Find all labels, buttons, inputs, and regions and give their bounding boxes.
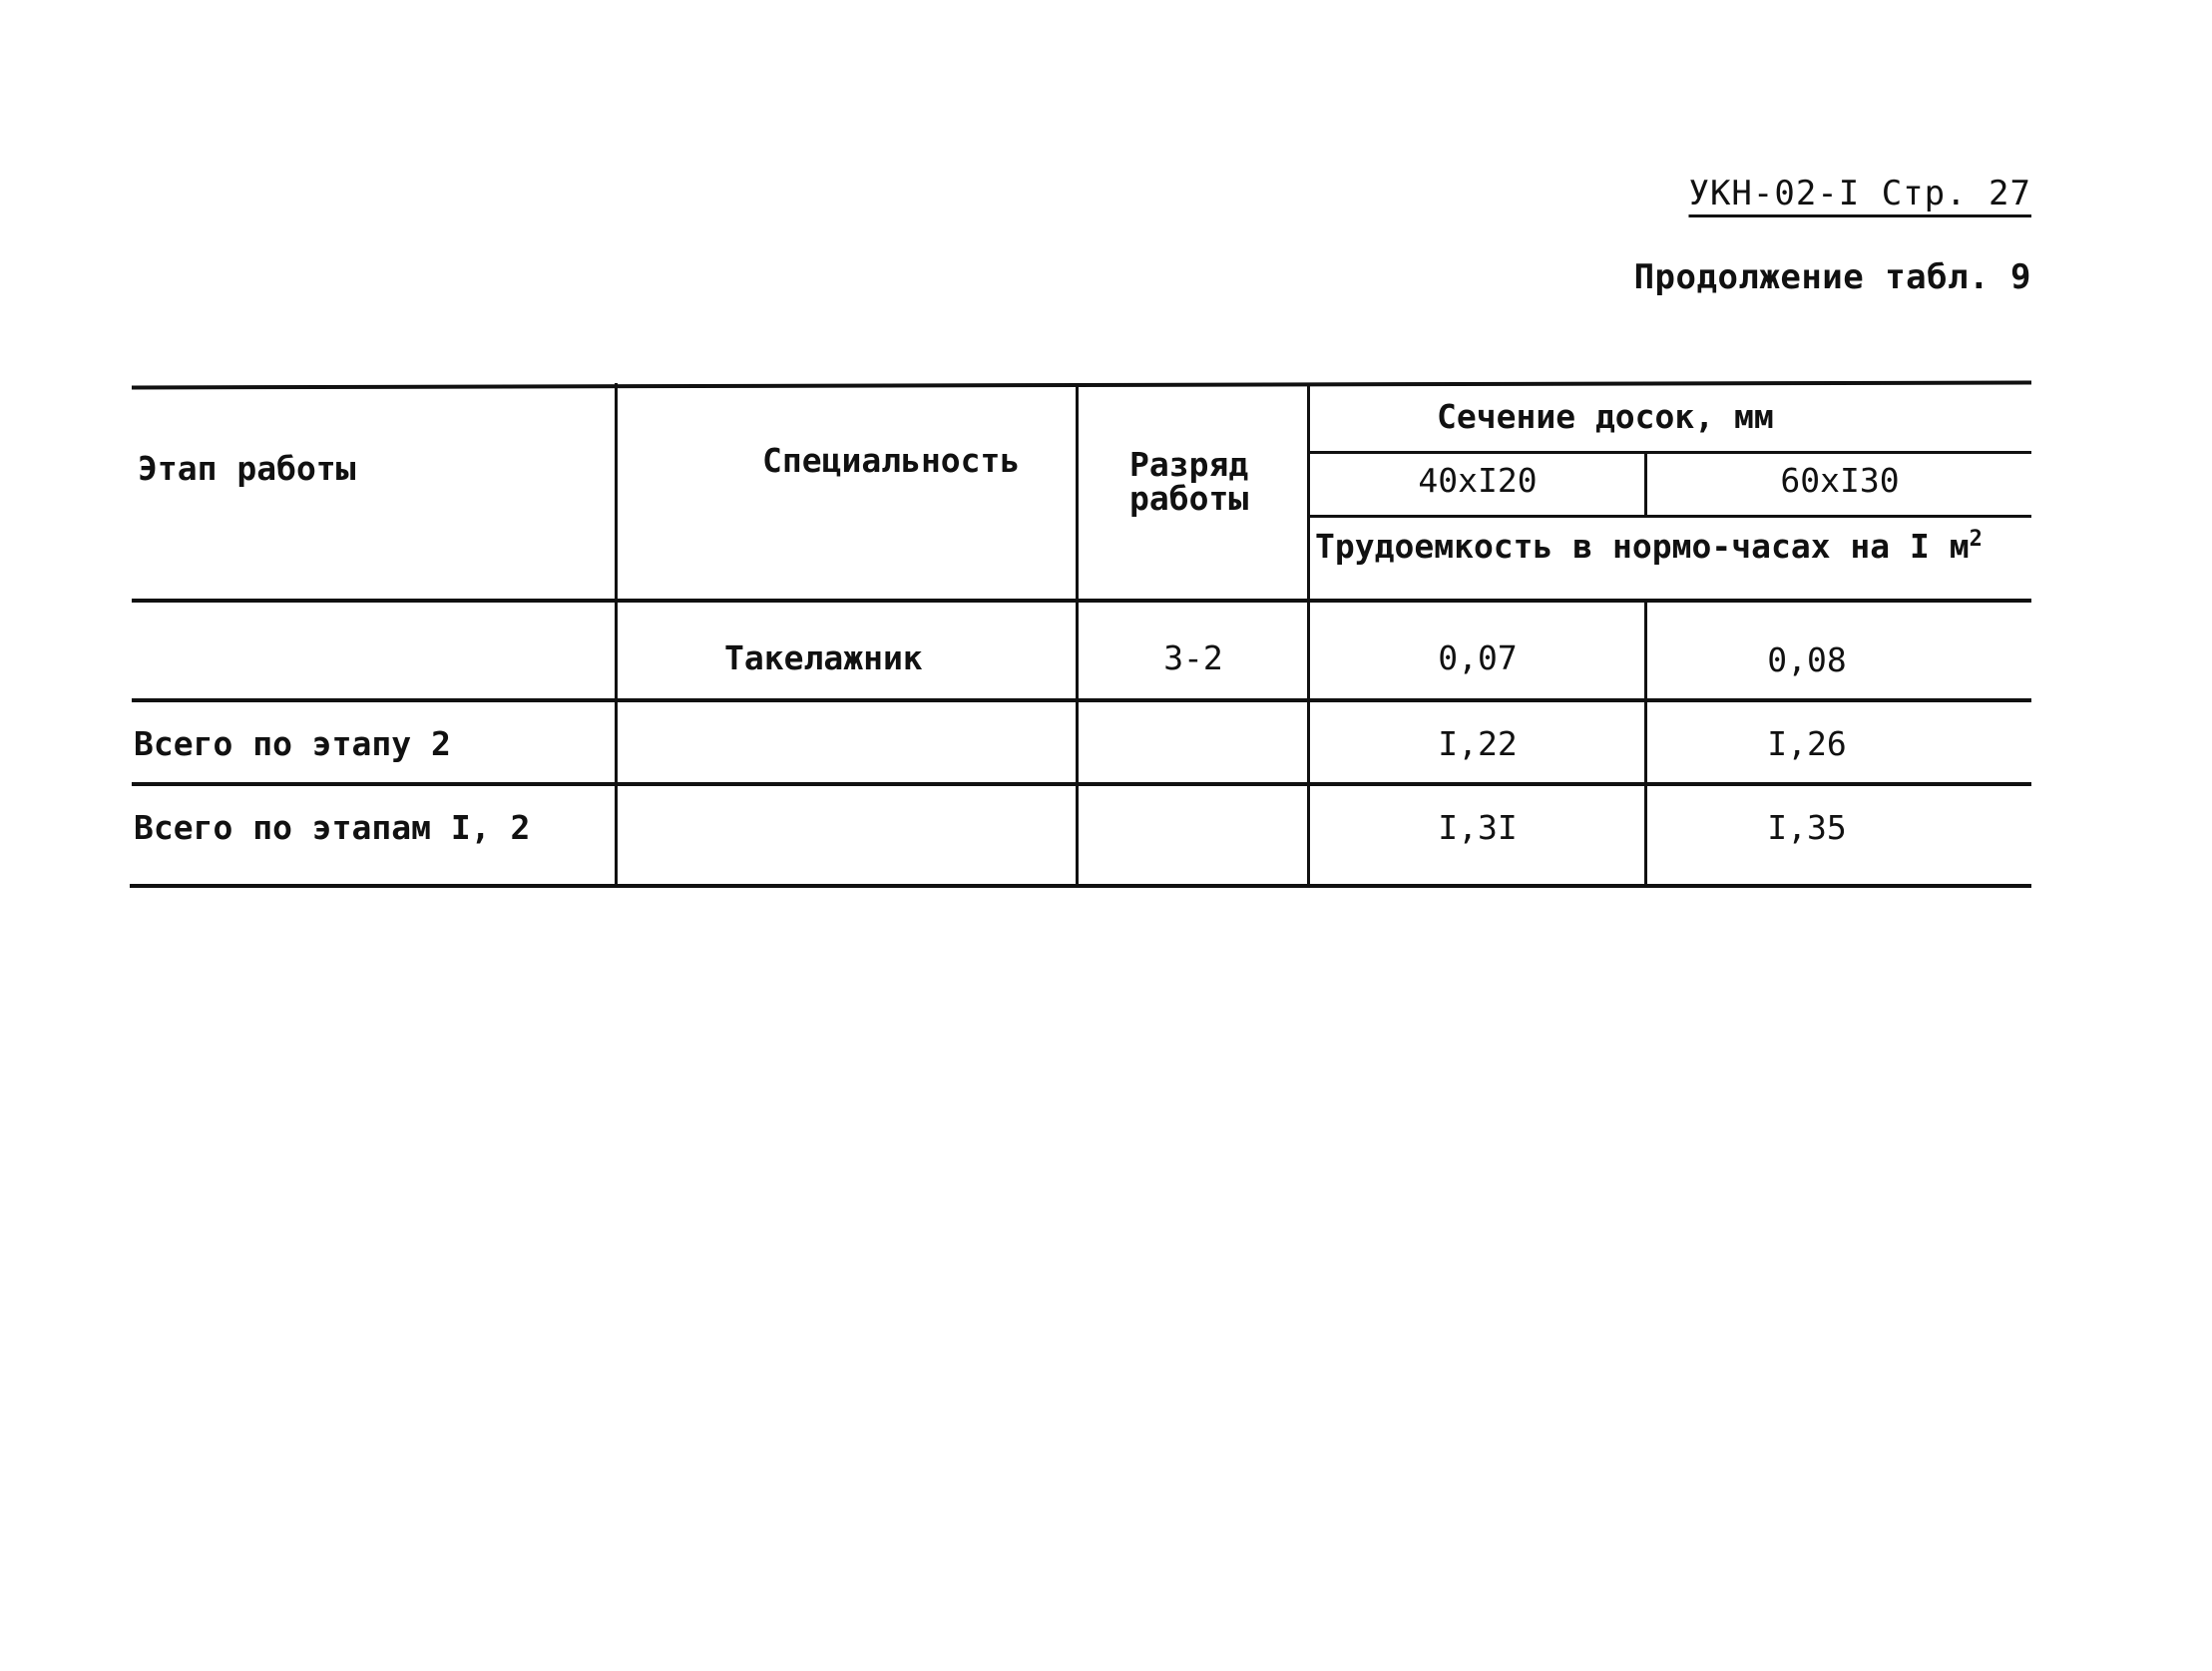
header-grade-line2: работы — [1129, 479, 1249, 518]
section-group-rule — [1309, 451, 2031, 454]
row-2-value-2: I,26 — [1767, 724, 1847, 763]
col-divider-values — [1644, 599, 1647, 886]
row-1-bottom-rule — [132, 698, 2031, 702]
header-section-1: 40хI20 — [1418, 461, 1538, 500]
header-labor-unit — [1315, 527, 1983, 566]
col-divider-specialty — [1076, 383, 1079, 886]
table-bottom-rule — [130, 884, 2031, 888]
row-3-stage: Всего по этапам I, 2 — [134, 808, 531, 847]
col-divider-grade — [1307, 383, 1310, 886]
header-stage: Этап работы — [138, 449, 356, 488]
row-3-value-2: I,35 — [1767, 808, 1847, 847]
section-size-rule — [1309, 515, 2031, 518]
row-1-value-1: 0,07 — [1438, 638, 1518, 677]
header-bottom-rule — [132, 599, 2031, 603]
table-continuation-label: Продолжение табл. 9 — [1633, 257, 2031, 297]
row-1-specialty: Такелажник — [724, 638, 923, 677]
header-grade-line1: Разряд — [1129, 445, 1249, 484]
document-code: УКН-02-I Стр. 27 — [1688, 174, 2031, 213]
table-top-rule — [132, 381, 2031, 390]
header-labor-unit-text: Трудоемкость в нормо-часах на I м — [1315, 527, 1970, 566]
row-2-value-1: I,22 — [1438, 724, 1518, 763]
row-1-grade: 3-2 — [1163, 638, 1223, 677]
row-3-value-1: I,3I — [1438, 808, 1518, 847]
row-1-value-2: 0,08 — [1767, 640, 1847, 679]
header-labor-unit-sup: 2 — [1969, 527, 1983, 552]
row-2-bottom-rule — [132, 782, 2031, 786]
row-2-stage: Всего по этапу 2 — [134, 724, 451, 763]
header-section-group: Сечение досок, мм — [1437, 397, 1774, 436]
col-divider-sections — [1644, 451, 1647, 517]
col-divider-stage — [615, 383, 618, 886]
header-specialty: Специальность — [762, 441, 1021, 480]
header-section-2: 60хI30 — [1780, 461, 1900, 500]
